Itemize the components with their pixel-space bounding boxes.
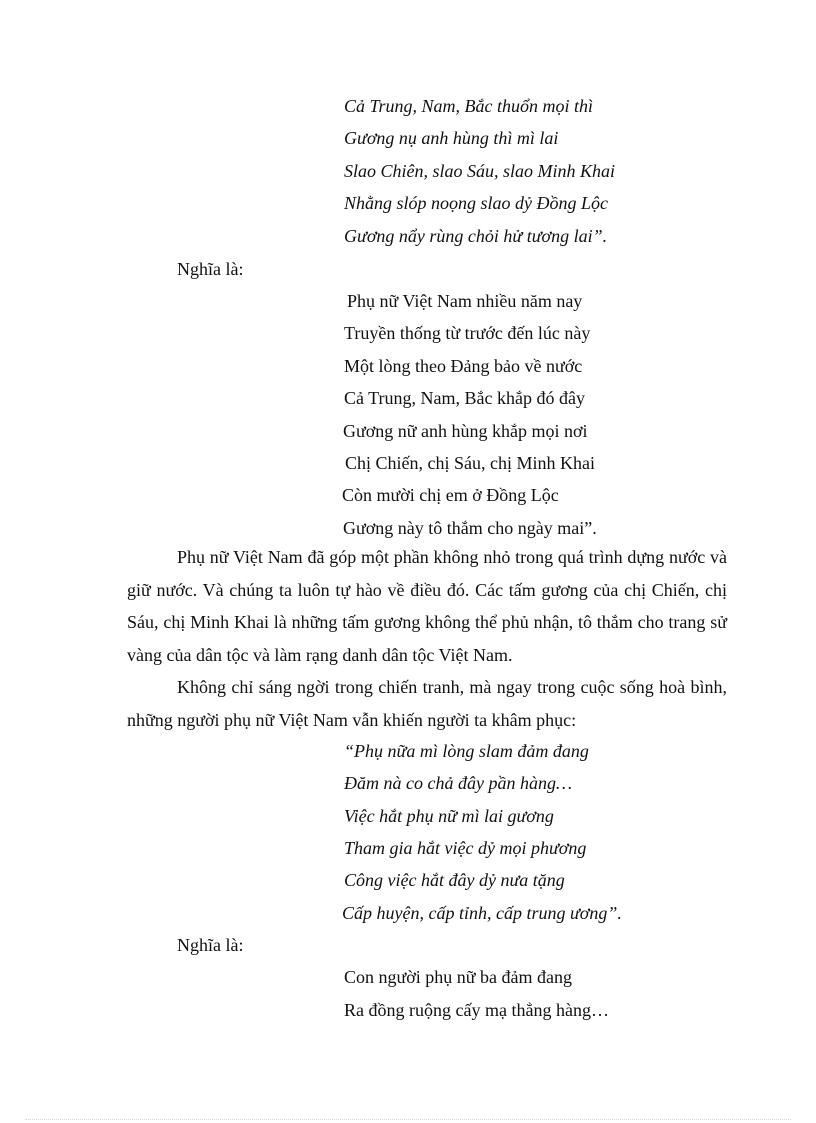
body-paragraph: Không chỉ sáng ngời trong chiến tranh, mà ngay trong cuộc sống hoà bình, những người phụ nữ Việt Nam vẫn khiến người ta khâm phục: (127, 677, 727, 730)
verse-line: Gương nụ anh hùng thì mì lai (344, 128, 559, 148)
verse-line: Cả Trung, Nam, Bắc thuổn mọi thì (344, 96, 594, 116)
meaning-label: Nghĩa là: (177, 259, 244, 279)
verse-line: Slao Chiên, slao Sáu, slao Minh Khai (344, 161, 616, 181)
page-bottom-divider (25, 1119, 791, 1120)
verse-line: Truyền thống từ trước đến lúc này (344, 323, 591, 343)
verse-line: Một lòng theo Đảng bảo về nước (344, 356, 583, 376)
verse-line: Gương nữ anh hùng khắp mọi nơi (343, 421, 588, 441)
verse-line: Tham gia hắt việc dỷ mọi phương (344, 838, 587, 858)
verse-line: Công việc hắt đây dỷ nưa tặng (344, 870, 565, 890)
verse-line: Gương này tô thắm cho ngày mai”. (343, 518, 597, 538)
verse-line: Con người phụ nữ ba đảm đang (344, 967, 573, 987)
verse-line: Chị Chiến, chị Sáu, chị Minh Khai (345, 453, 595, 473)
meaning-label: Nghĩa là: (177, 935, 244, 955)
verse-line: Ra đồng ruộng cấy mạ thẳng hàng… (344, 1000, 609, 1020)
body-paragraph: Phụ nữ Việt Nam đã góp một phần không nhỏ trong quá trình dựng nước và giữ nước. Và chúng ta luôn tự hào về điều đó. Các tấm gương của chị Chiến, chị Sáu, chị Minh Khai là những tấm gương không thể phủ nhận, tô thắm cho trang sử vàng của dân tộc và làm rạng danh dân tộc Việt Nam. (127, 547, 727, 665)
verse-line: Phụ nữ Việt Nam nhiều năm nay (347, 291, 583, 311)
verse-line: Gương nẩy rùng chỏi hử tương lai”. (344, 226, 608, 246)
verse-line: Đăm nà co chả đây pần hàng… (344, 773, 572, 793)
verse-line: Cả Trung, Nam, Bắc khắp đó đây (344, 388, 585, 408)
verse-line: Cấp huyện, cấp tỉnh, cấp trung ương”. (342, 903, 622, 923)
verse-line: Việc hắt phụ nữ mì lai gương (344, 806, 554, 826)
verse-line: Nhằng slóp noọng slao dỷ Đồng Lộc (344, 193, 609, 213)
verse-line: Còn mười chị em ở Đồng Lộc (342, 485, 559, 505)
verse-line: “Phụ nữa mì lòng slam đảm đang (344, 741, 589, 761)
